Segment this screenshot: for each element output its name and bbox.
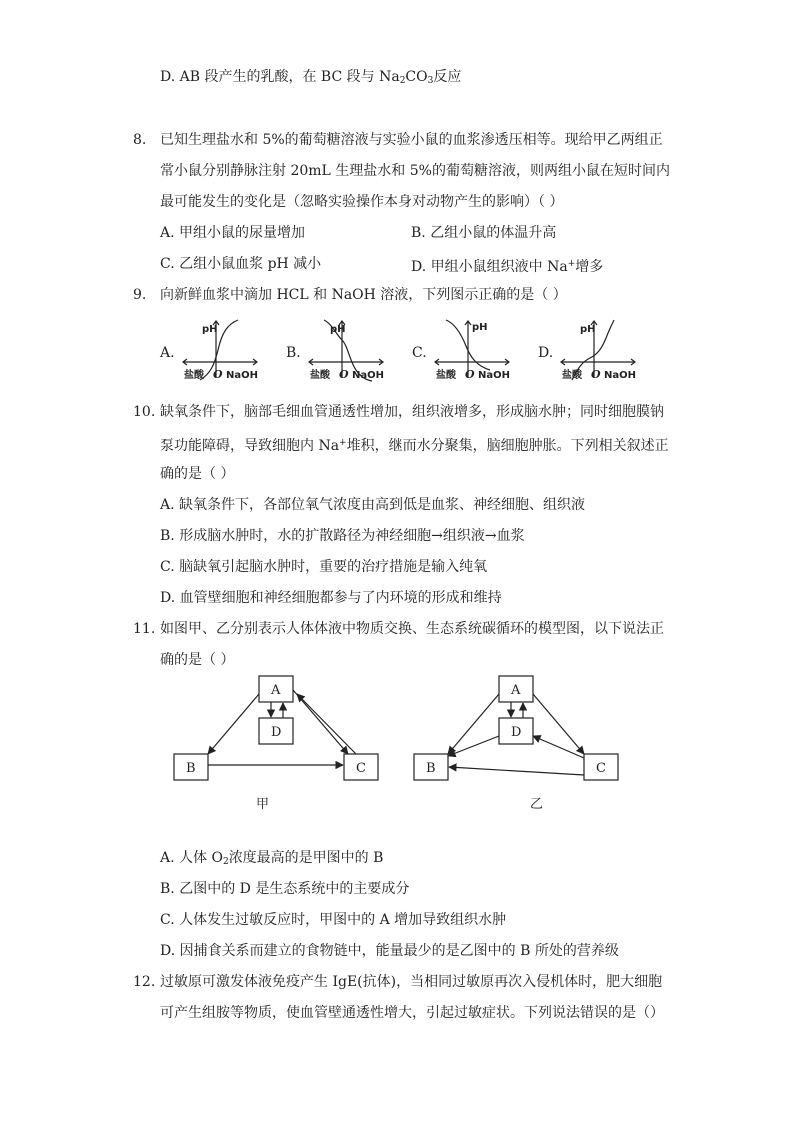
right-axis-label: NaOH <box>352 370 384 381</box>
arrow-c-to-d <box>533 736 584 758</box>
q8-stem-line2: 常小鼠分别静脉注射 20mL 生理盐水和 5%的葡萄糖溶液，则两组小鼠在短时间内 <box>160 163 670 179</box>
node-d-label: D <box>511 725 522 740</box>
left-axis-label: 盐酸 <box>562 370 582 381</box>
origin-label: O <box>339 368 349 381</box>
diagram-yi-caption: 乙 <box>530 797 544 812</box>
arrow-d-to-b <box>448 736 499 756</box>
q8-stem-line3: 最可能发生的变化是（忽略实验操作本身对动物产生的影响）（ ） <box>160 194 564 210</box>
node-c-label: C <box>596 761 606 776</box>
q11-stem-line1: 如图甲、乙分别表示人体体液中物质交换、生态系统碳循环的模型图，以下说法正 <box>160 621 664 637</box>
q10-stem-line3: 确的是（ ） <box>160 466 235 482</box>
q10-option-c: C. 脑缺氧引起脑水肿时，重要的治疗措施是输入纯氧 <box>160 559 488 575</box>
arrow-a-to-b <box>448 694 499 754</box>
left-axis-label: 盐酸 <box>310 370 330 381</box>
q10-option-b: B. 形成脑水肿时，水的扩散路径为神经细胞→组织液→血浆 <box>160 528 525 544</box>
q10-stem-line2: 泵功能障碍，导致细胞内 Na+堆积，继而水分聚集，脑细胞肿胀。下列相关叙述正 <box>160 438 669 454</box>
arrow-c-to-a <box>297 694 356 754</box>
q12-stem-line2: 可产生组胺等物质，使血管壁通透性增大，引起过敏症状。下列说法错误的是（） <box>160 1005 664 1021</box>
q9-option-b-label: B. <box>286 345 301 361</box>
node-c-label: C <box>356 761 366 776</box>
q11-option-b: B. 乙图中的 D 是生态系统中的主要成分 <box>160 881 410 897</box>
node-a-label: A <box>271 683 281 698</box>
q12-stem-line1: 过敏原可激发体液免疫产生 IgE(抗体)，当相同过敏原再次入侵机体时，肥大细胞 <box>160 974 663 990</box>
origin-label: O <box>213 368 223 381</box>
q11-number: 11. <box>133 621 156 637</box>
origin-label: O <box>465 368 475 381</box>
q8-option-a: A. 甲组小鼠的尿量增加 <box>160 225 306 241</box>
y-axis-label: pH <box>580 324 596 335</box>
arrow-a-to-b <box>208 694 259 754</box>
q8-option-c: C. 乙组小鼠血浆 pH 减小 <box>160 256 322 272</box>
q11-option-c: C. 人体发生过敏反应时，甲图中的 A 增加导致组织水肿 <box>160 912 507 928</box>
q9-option-a-label: A. <box>160 345 175 361</box>
q9-stem: 向新鲜血浆中滴加 HCL 和 NaOH 溶液，下列图示正确的是（ ） <box>160 287 567 303</box>
y-axis-label: pH <box>472 322 488 333</box>
q10-stem-line1: 缺氧条件下，脑部毛细血管通透性增加，组织液增多，形成脑水肿；同时细胞膜钠 <box>160 404 664 420</box>
q8-stem-line1: 已知生理盐水和 5%的葡萄糖溶液与实验小鼠的血浆渗透压相等。现给甲乙两组正 <box>160 132 663 148</box>
origin-label: O <box>591 368 601 381</box>
arrow-c-to-b <box>449 767 584 775</box>
arrow-a-to-c <box>293 690 348 754</box>
q8-option-b: B. 乙组小鼠的体温升高 <box>411 225 557 241</box>
y-axis-label: pH <box>202 324 218 335</box>
diagram-jia <box>170 672 384 818</box>
q8-option-d: D. 甲组小鼠组织液中 Na+增多 <box>411 259 604 275</box>
q10-option-a: A. 缺氧条件下，各部位氧气浓度由高到低是血浆、神经细胞、组织液 <box>160 497 586 513</box>
diagram-yi <box>410 672 624 818</box>
q9-graph-d <box>558 318 638 382</box>
node-a-label: A <box>511 683 521 698</box>
q11-option-d: D. 因捕食关系而建立的食物链中，能量最少的是乙图中的 B 所处的营养级 <box>160 943 619 959</box>
q11-option-a: A. 人体 $O_2$浓度最高的是甲图中的 B <box>160 850 384 867</box>
y-axis-label: pH <box>330 324 346 335</box>
q9-graph-b <box>306 318 386 382</box>
q12-number: 12. <box>133 974 156 990</box>
right-axis-label: NaOH <box>226 370 258 381</box>
node-d-label: D <box>271 725 282 740</box>
q10-option-d: D. 血管壁细胞和神经细胞都参与了内环境的形成和维持 <box>160 590 502 606</box>
left-axis-label: 盐酸 <box>184 370 204 381</box>
right-axis-label: NaOH <box>604 370 636 381</box>
arrow-a-to-c <box>533 694 584 754</box>
diagram-jia-caption: 甲 <box>256 797 270 812</box>
node-b-label: B <box>186 761 196 776</box>
node-b-label: B <box>426 761 436 776</box>
q11-stem-line2: 确的是（ ） <box>160 652 235 668</box>
q9-option-d-label: D. <box>538 345 554 361</box>
right-axis-label: NaOH <box>478 370 510 381</box>
q9-option-c-label: C. <box>412 345 427 361</box>
left-axis-label: 盐酸 <box>436 370 456 381</box>
q8-number: 8. <box>133 132 147 148</box>
q7-option-d: D. AB 段产生的乳酸，在 BC 段与 $Na_2CO_3$反应 <box>160 69 462 86</box>
q9-graph-a <box>180 318 260 382</box>
q9-number: 9. <box>133 287 147 303</box>
q9-graph-c <box>432 318 512 382</box>
q10-number: 10. <box>133 404 156 420</box>
